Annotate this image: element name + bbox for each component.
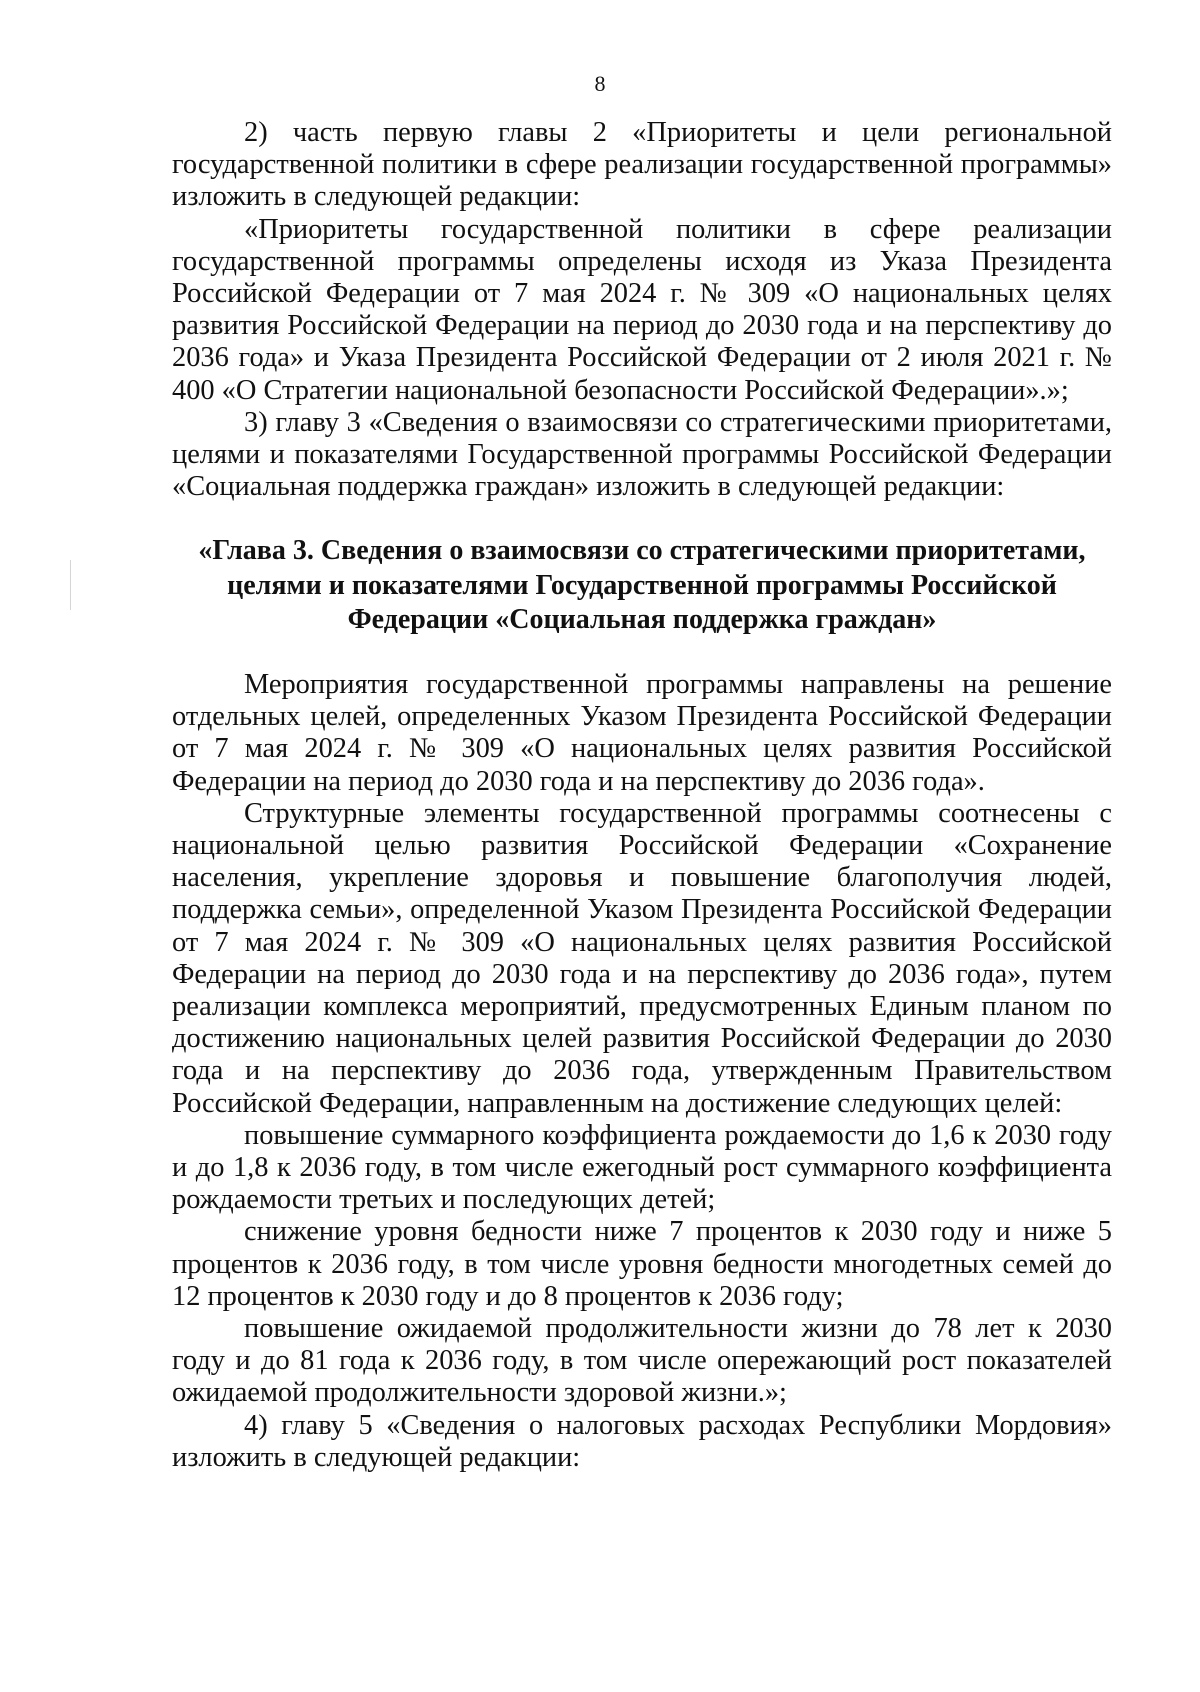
chapter-heading-line: целями и показателями Государственной программы Российской bbox=[227, 569, 1057, 601]
chapter-heading bbox=[172, 534, 1112, 638]
paragraph-structural-elements: Структурные элементы государственной программы соотнесены с национальной целью развития Российской Федерации «Сохранение населения, укрепление здоровья и повышение благополучия людей, поддержка семьи», определенной Указом Президента Российской Федерации от 7 мая 2024 г. № 309 «О национальных целях развития Российской Федерации на период до 2030 года и на перспективу до 2036 года», путем реализации комплекса мероприятий, предусмотренных Единым планом по достижению национальных целей развития Российской Федерации до 2030 года и на перспективу до 2036 года, утвержденным Правительством Российской Федерации, направленным на достижение следующих целей: bbox=[172, 797, 1112, 1119]
scan-margin-mark bbox=[70, 560, 71, 610]
goal-life-expectancy: повышение ожидаемой продолжительности жизни до 78 лет к 2030 году и до 81 года к 2036 году, в том числе опережающий рост показателей ожидаемой продолжительности здоровой жизни.»; bbox=[172, 1313, 1112, 1409]
document-body bbox=[172, 117, 1112, 1474]
paragraph-measures: Мероприятия государственной программы направлены на решение отдельных целей, определенных Указом Президента Российской Федерации от 7 мая 2024 г. № 309 «О национальных целях развития Российской Федерации на период до 2030 года и на перспективу до 2036 года». bbox=[172, 668, 1112, 797]
page-number: 8 bbox=[594, 71, 606, 96]
paragraph-amendment-4: 4) главу 5 «Сведения о налоговых расходах Республики Мордовия» изложить в следующей редакции: bbox=[172, 1409, 1112, 1473]
goal-poverty: снижение уровня бедности ниже 7 процентов к 2030 году и ниже 5 процентов к 2036 году, в том числе уровня бедности многодетных семей до 12 процентов к 2030 году и до 8 процентов к 2036 году; bbox=[172, 1216, 1112, 1312]
chapter-heading-line: «Глава 3. Сведения о взаимосвязи со стратегическими приоритетами, bbox=[198, 535, 1086, 567]
chapter-heading-line: Федерации «Социальная поддержка граждан» bbox=[347, 604, 937, 636]
paragraph-priorities-quote: «Приоритеты государственной политики в сфере реализации государственной программы определены исходя из Указа Президента Российской Федерации от 7 мая 2024 г. № 309 «О национальных целях развития Российской Федерации на период до 2030 года и на перспективу до 2036 года» и Указа Президента Российской Федерации от 2 июля 2021 г. № 400 «О Стратегии национальной безопасности Российской Федерации».»; bbox=[172, 213, 1112, 406]
paragraph-amendment-2: 2) часть первую главы 2 «Приоритеты и цели региональной государственной политики в сфере реализации государственной программы» изложить в следующей редакции: bbox=[172, 117, 1112, 213]
goal-birth-rate: повышение суммарного коэффициента рождаемости до 1,6 к 2030 году и до 1,8 к 2036 году, в том числе ежегодный рост суммарного коэффициента рождаемости третьих и последующих детей; bbox=[172, 1119, 1112, 1216]
paragraph-amendment-3: 3) главу 3 «Сведения о взаимосвязи со стратегическими приоритетами, целями и показателями Государственной программы Российской Федерации «Социальная поддержка граждан» изложить в следующей редакции: bbox=[172, 406, 1112, 503]
